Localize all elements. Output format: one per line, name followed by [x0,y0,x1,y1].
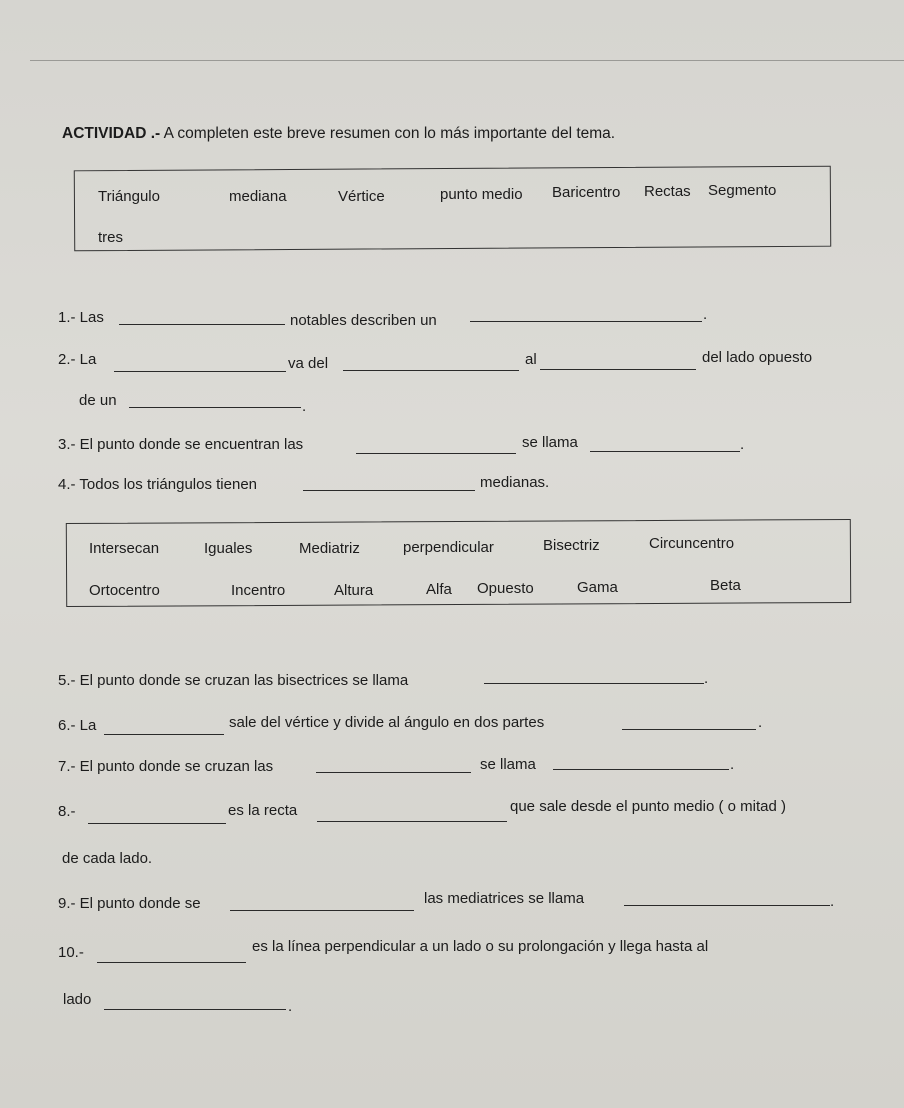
q8-text-c: que sale desde el punto medio ( o mitad ) [510,798,786,815]
q2-blank-4[interactable] [129,407,301,408]
word-bank-1-item: tres [98,229,124,246]
q2-text-d: del lado opuesto [702,349,813,366]
q8-text-d: de cada lado. [62,850,153,867]
q9-blank-1[interactable] [230,910,414,911]
q1-text-a: 1.- Las [58,309,104,326]
q4-text-a: 4.- Todos los triángulos tienen [58,476,258,493]
word-bank-1-item: Rectas [644,183,691,200]
q1-text-b: notables describen un [290,312,437,329]
q8-text-a: 8.- [58,803,76,820]
q9-text-b: las mediatrices se llama [424,890,585,907]
word-bank-1-item: Triángulo [98,188,160,205]
word-bank-2-item: Bisectriz [543,537,600,554]
activity-title [62,125,615,143]
word-bank-2-item: perpendicular [403,539,494,556]
q6-text-c: . [758,714,763,731]
q9-text-c: . [830,893,835,910]
q4-text-b: medianas. [480,474,550,491]
q3-text-b: se llama [522,434,578,451]
word-bank-2-item: Alfa [426,581,452,598]
q6-blank-1[interactable] [104,734,224,735]
q2-text-e: de un [79,392,117,409]
q2-text-f: . [302,398,307,415]
word-bank-2-item: Ortocentro [89,582,160,599]
q7-blank-1[interactable] [316,772,471,773]
word-bank-2-item: Intersecan [89,540,160,557]
word-bank-2-item: Altura [334,582,374,599]
q7-text-c: . [730,756,735,773]
word-bank-2-item: Gama [577,579,618,596]
q2-blank-1[interactable] [114,371,286,372]
q10-text-d: . [288,998,293,1015]
q6-blank-2[interactable] [622,729,756,730]
q10-text-c: lado [63,991,92,1008]
q7-blank-2[interactable] [553,769,729,770]
word-bank-2-item: Opuesto [477,580,534,597]
word-bank-2-item: Circuncentro [649,535,735,552]
q9-blank-2[interactable] [624,905,830,906]
q7-text-b: se llama [480,756,536,773]
q8-blank-1[interactable] [88,823,226,824]
q3-text-c: . [740,436,745,453]
word-bank-1-item: mediana [229,188,287,205]
word-bank-1-item: Vértice [338,188,385,205]
activity-label: ACTIVIDAD .- [62,125,161,142]
q5-text-a: 5.- El punto donde se cruzan las bisectrices se llama [58,672,409,689]
word-bank-1 [74,166,831,252]
q8-text-b: es la recta [228,802,298,819]
word-bank-1-item: punto medio [440,186,523,203]
word-bank-1-item: Baricentro [552,184,621,201]
q6-text-b: sale del vértice y divide al ángulo en dos partes [229,714,545,731]
q2-blank-2[interactable] [343,370,519,371]
q3-blank-1[interactable] [356,453,516,454]
q8-blank-2[interactable] [317,821,507,822]
q2-blank-3[interactable] [540,369,696,370]
page-edge-line [30,60,904,61]
q1-blank-1[interactable] [119,324,285,325]
q1-blank-2[interactable] [470,321,702,322]
q4-blank-1[interactable] [303,490,475,491]
q10-text-a: 10.- [58,944,84,961]
word-bank-2-item: Incentro [231,582,286,599]
q5-blank-1[interactable] [484,683,704,684]
q10-blank-1[interactable] [97,962,246,963]
word-bank-2-item: Mediatriz [299,540,360,557]
q2-text-a: 2.- La [58,351,97,368]
q7-text-a: 7.- El punto donde se cruzan las [58,758,274,775]
q2-text-b: va del [288,355,329,372]
q6-text-a: 6.- La [58,717,97,734]
q3-blank-2[interactable] [590,451,740,452]
word-bank-2-item: Beta [710,577,741,594]
q1-text-c: . [703,306,708,323]
word-bank-2-item: Iguales [204,540,253,557]
q2-text-c: al [525,351,537,368]
word-bank-1-item: Segmento [708,182,777,199]
q10-text-b: es la línea perpendicular a un lado o su prolongación y llega hasta al [252,938,709,955]
q3-text-a: 3.- El punto donde se encuentran las [58,436,304,453]
q5-text-b: . [704,670,709,687]
q10-blank-2[interactable] [104,1009,286,1010]
q9-text-a: 9.- El punto donde se [58,895,201,912]
activity-instruction: A completen este breve resumen con lo más importante del tema. [163,125,616,142]
